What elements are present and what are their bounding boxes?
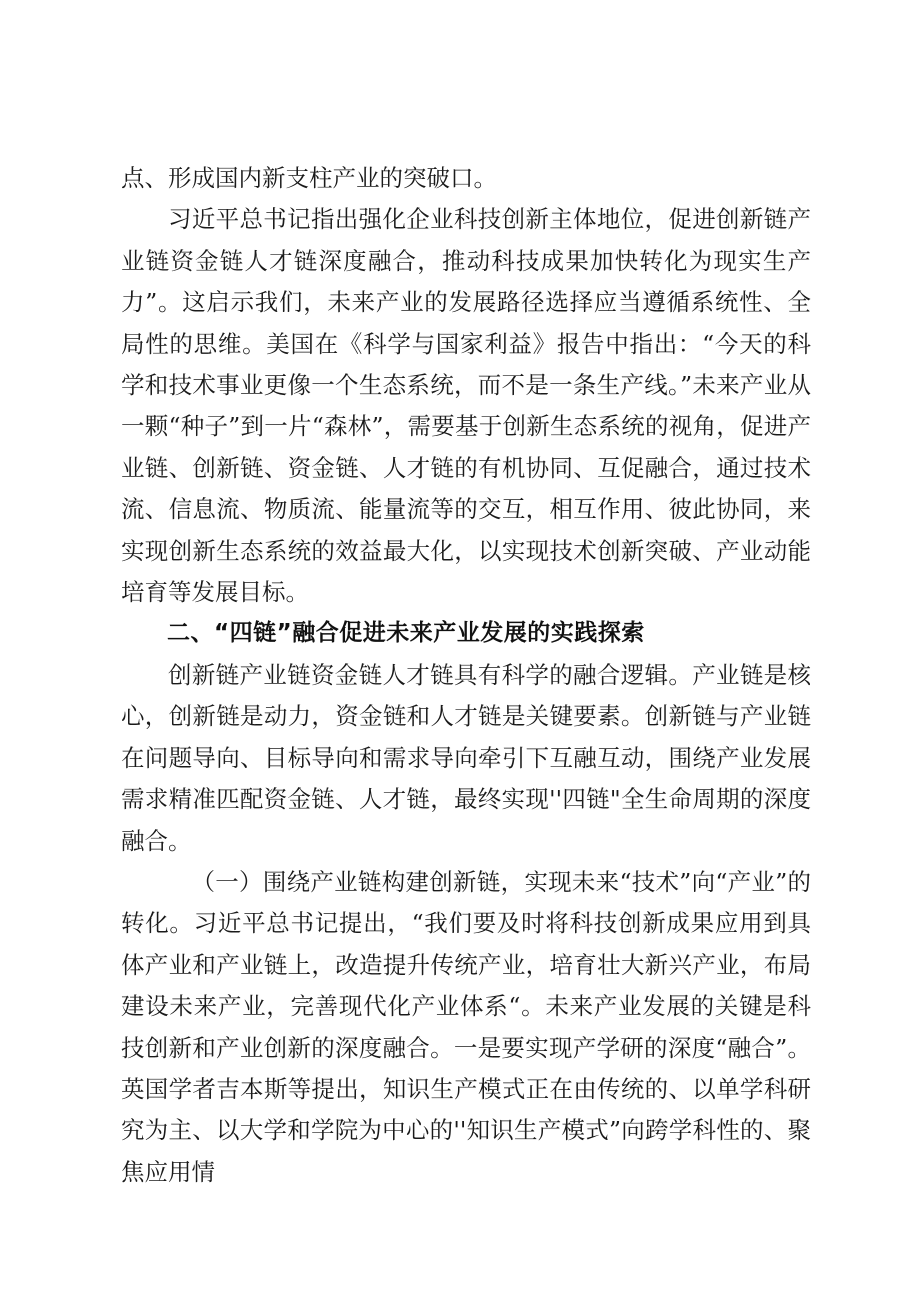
document-body: [121, 158, 811, 1193]
paragraph-continuation: 点、形成国内新支柱产业的突破口。: [121, 164, 497, 192]
section-heading: 二、“四链”融合促进未来产业发展的实践探索: [167, 620, 645, 647]
paragraph-subsection-one: （一）围绕产业链构建创新链，实现未来“技术”向“产业”的转化。习近平总书记提出，“我们要及时将科技创新成果应用到具体产业和产业链上，改造提升传统产业，培育壮大新兴产业，布局建设未来产业，完善现代化产业体系“。未来产业发展的关键是科技创新和产业创新的深度融合。一是要实现产学研的深度“融合”。英国学者吉本斯等提出，知识生产模式正在由传统的、以单学科研究为主、以大学和学院为中心的''知识生产模式”向跨学科性的、聚焦应用情: [121, 867, 811, 1186]
paragraph-xi-remarks: 习近平总书记指出强化企业科技创新主体地位，促进创新链产业链资金链人才链深度融合，推动科技成果加快转化为现实生产力”。这启示我们，未来产业的发展路径选择应当遵循系统性、全局性的思维。美国在《科学与国家利益》报告中指出：“今天的科学和技术事业更像一个生态系统，而不是一条生产线。”未来产业从一颗“种子”到一片“森林”，需要基于创新生态系统的视角，促进产业链、创新链、资金链、人才链的有机协同、互促融合，通过技术流、信息流、物质流、能量流等的交互，相互作用、彼此协同，来实现创新生态系统的效益最大化，以实现技术创新突破、产业动能培育等发展目标。: [121, 205, 811, 607]
paragraph-fusion-logic: 创新链产业链资金链人才链具有科学的融合逻辑。产业链是核心，创新链是动力，资金链和人才链是关键要素。创新链与产业链在问题导向、目标导向和需求导向牵引下互融互动，围绕产业发展需求精准匹配资金链、人才链，最终实现''四链"全生命周期的深度融合。: [121, 660, 811, 855]
